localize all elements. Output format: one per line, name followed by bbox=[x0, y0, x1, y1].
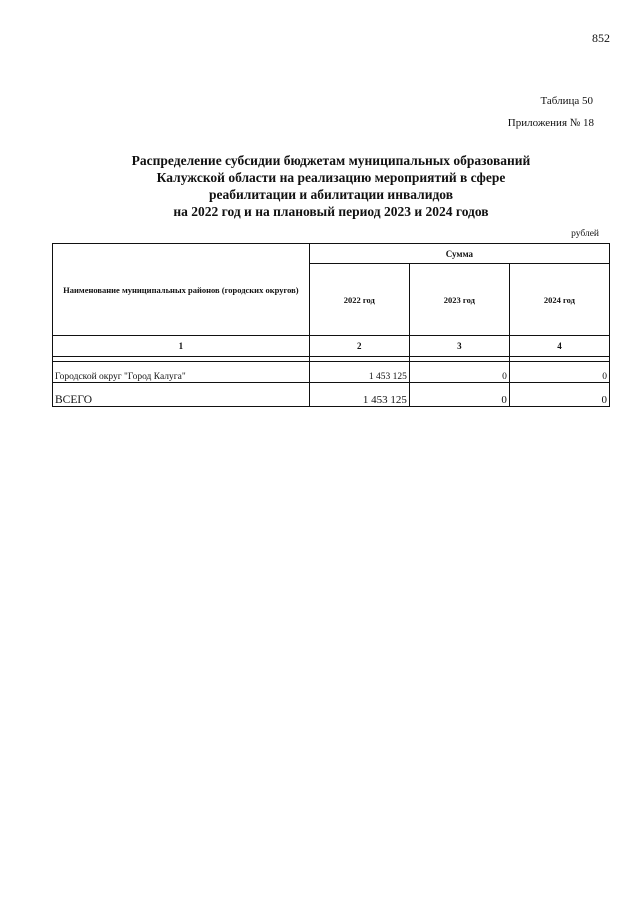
page-number: 852 bbox=[592, 31, 610, 45]
title-line: на 2022 год и на плановый период 2023 и 2024 годов bbox=[173, 204, 489, 219]
title-line: Калужской области на реализацию мероприятий в сфере bbox=[156, 170, 506, 185]
total-2022-cell: 1 453 125 bbox=[309, 383, 409, 407]
total-2023-cell: 0 bbox=[409, 383, 509, 407]
appendix-label: Приложения № 18 bbox=[507, 117, 594, 129]
column-number: 4 bbox=[509, 336, 609, 357]
year-header-2023: 2023 год bbox=[409, 264, 509, 336]
value-2022-cell: 1 453 125 bbox=[309, 362, 409, 383]
title-line: Распределение субсидии бюджетам муниципальных образований bbox=[131, 153, 531, 168]
table-label: Таблица 50 bbox=[540, 95, 593, 107]
sum-header: Сумма bbox=[309, 244, 609, 264]
value-2024-cell: 0 bbox=[509, 362, 609, 383]
units-label: рублей bbox=[571, 229, 599, 239]
total-row bbox=[53, 383, 610, 407]
municipality-name-header: Наименование муниципальных районов (городских округов) bbox=[53, 244, 310, 336]
year-header-2022: 2022 год bbox=[309, 264, 409, 336]
column-number: 2 bbox=[309, 336, 409, 357]
table-row bbox=[53, 362, 610, 383]
title-line: реабилитации и абилитации инвалидов bbox=[208, 187, 454, 202]
column-number: 1 bbox=[53, 336, 310, 357]
total-2024-cell: 0 bbox=[509, 383, 609, 407]
municipality-name-cell: Городской округ "Город Калуга" bbox=[53, 362, 310, 383]
subsidy-table bbox=[52, 243, 610, 407]
value-2023-cell: 0 bbox=[409, 362, 509, 383]
document-title bbox=[52, 152, 610, 220]
year-header-2024: 2024 год bbox=[509, 264, 609, 336]
total-label-cell: ВСЕГО bbox=[53, 383, 310, 407]
column-number: 3 bbox=[409, 336, 509, 357]
